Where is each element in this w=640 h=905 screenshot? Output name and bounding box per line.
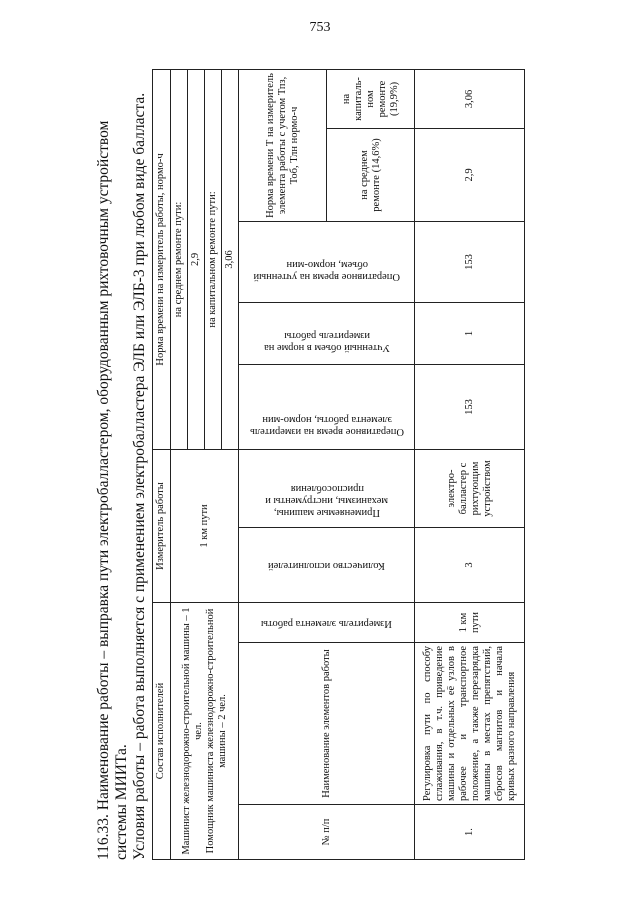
col-header-norm-cap: на капиталь-ном ремонте (19,9%) [327,69,415,128]
staff-cell [171,603,239,860]
row-machines: электро-балластер с рихтующим устройством [415,449,525,527]
col-header-workers-cell [239,528,415,603]
col-header-num: № п/п [239,805,415,860]
col-header-op-time-counted-cell [239,221,415,302]
page-number: 753 [309,20,331,35]
col-header-counted-volume: Учтенный объем в норме на измеритель работы [263,330,390,354]
row-op-time-counted: 153 [415,221,525,302]
staff-line-2: Помощник машиниста железнодорожно-строительной машины – 2 чел. [204,608,228,854]
col-header-machines: Применяемые машины, механизмы, инструменты и приспособления [265,483,389,519]
row-counted-volume: 1 [415,302,525,364]
norm-avg-label: на среднем ремонте пути: [171,69,188,449]
heading-line-3: Условия работы – работа выполняется с применением электробалластера ЭЛБ или ЭЛБ-3 при любом виде балласта. [131,92,148,860]
col-header-name: Наименование элементов работы [239,643,415,805]
col-header-counted-volume-cell [239,302,415,364]
norm-avg-value: 2,9 [188,69,205,449]
col-header-op-time: Оперативное время на измеритель элемента работы, нормо-мин [249,413,404,437]
row-workers: 3 [415,528,525,603]
heading-line-2: системы МИИТа. [113,744,130,860]
norm-cap-label: на капитальном ремонте пути: [205,69,222,449]
staff-line-1: Машинист железнодорожно-строительной машины – 1 чел. [180,607,204,855]
col-header-machines-cell [239,449,415,527]
norms-table [152,69,525,860]
col-header-op-time-cell [239,364,415,449]
work-meter-value: 1 км пути [171,449,239,602]
row-norm-cap: 3,06 [415,69,525,128]
heading-line-1: 116.33. Наименование работы – выправка пути электробалластером, оборудованным рихтовочным устройством [95,120,112,860]
col-header-workers: Количество исполнителей [268,560,386,572]
rotated-page-content [22,55,622,860]
row-meter: 1 км пути [415,603,525,643]
norm-cap-value: 3,06 [222,69,239,449]
row-op-time: 153 [415,364,525,449]
header-work-meter: Измеритель работы [153,449,171,602]
row-name: Регулировка пути по способу сглаживания, в т.ч. приведение машины и отдельных её узлов в рабочее и транспортное положение, а также перезарядка машины в местах препятствий, сбросов магнитов и начала кривых разного направления [415,643,525,805]
header-norm-per-meter: Норма времени на измеритель работы, нормо-ч [153,69,171,449]
table-row [415,69,525,859]
header-staff: Состав исполнителей [153,603,171,860]
col-header-norm-time: Норма времени Т на измеритель элемента работы с учетом Тпз, Тоб, Тлн нормо-ч [239,69,327,221]
col-header-meter: Измеритель элемента работы [261,617,393,629]
row-num: 1. [415,805,525,860]
col-header-meter-cell [239,603,415,643]
row-norm-avg: 2,9 [415,128,525,221]
col-header-op-time-counted: Оперативное время на учтенный объем, нормо-мин [253,258,401,282]
col-header-norm-avg: на среднем ремонте (14,6%) [327,128,415,221]
